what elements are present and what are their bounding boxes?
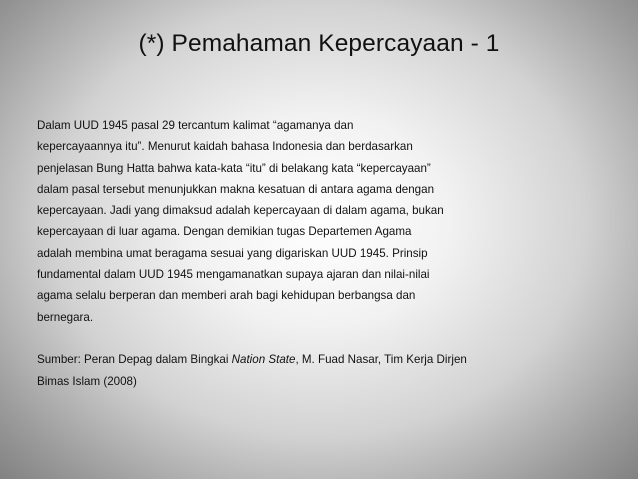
- paragraph-line: fundamental dalam UUD 1945 mengamanatkan supaya ajaran dan nilai-nilai: [37, 268, 430, 282]
- paragraph-line: adalah membina umat beragama sesuai yang digariskan UUD 1945. Prinsip: [37, 246, 428, 260]
- paragraph-line: kepercayaan di luar agama. Dengan demikian tugas Departemen Agama: [37, 225, 412, 239]
- paragraph-line: kepercayaannya itu”. Menurut kaidah bahasa Indonesia dan berdasarkan: [37, 140, 413, 154]
- paragraph: [37, 115, 597, 328]
- source-italic: Nation State: [231, 353, 296, 367]
- paragraph-line: kepercayaan. Jadi yang dimaksud adalah kepercayaan di dalam agama, bukan: [37, 204, 444, 218]
- paragraph-line: agama selalu berperan dan memberi arah bagi kehidupan berbangsa dan: [37, 289, 416, 303]
- paragraph-line: Dalam UUD 1945 pasal 29 tercantum kalimat “agamanya dan: [37, 119, 354, 132]
- source-prefix: Sumber: Peran Depag dalam Bingkai: [37, 353, 232, 367]
- spacer: [37, 328, 597, 349]
- source-line-2: Bimas Islam (2008): [37, 374, 137, 388]
- paragraph-line: bernegara.: [37, 310, 94, 324]
- slide-title: (*) Pemahaman Kepercayaan - 1: [138, 30, 500, 57]
- source-suffix: , M. Fuad Nasar, Tim Kerja Dirjen: [295, 353, 467, 367]
- paragraph-line: penjelasan Bung Hatta bahwa kata-kata “itu” di belakang kata “kepercayaan”: [37, 161, 431, 175]
- source-line-1: [37, 349, 597, 370]
- slide-body: [37, 115, 597, 392]
- paragraph-line: dalam pasal tersebut menunjukkan makna kesatuan di antara agama dengan: [37, 182, 435, 196]
- source-citation: [37, 349, 597, 392]
